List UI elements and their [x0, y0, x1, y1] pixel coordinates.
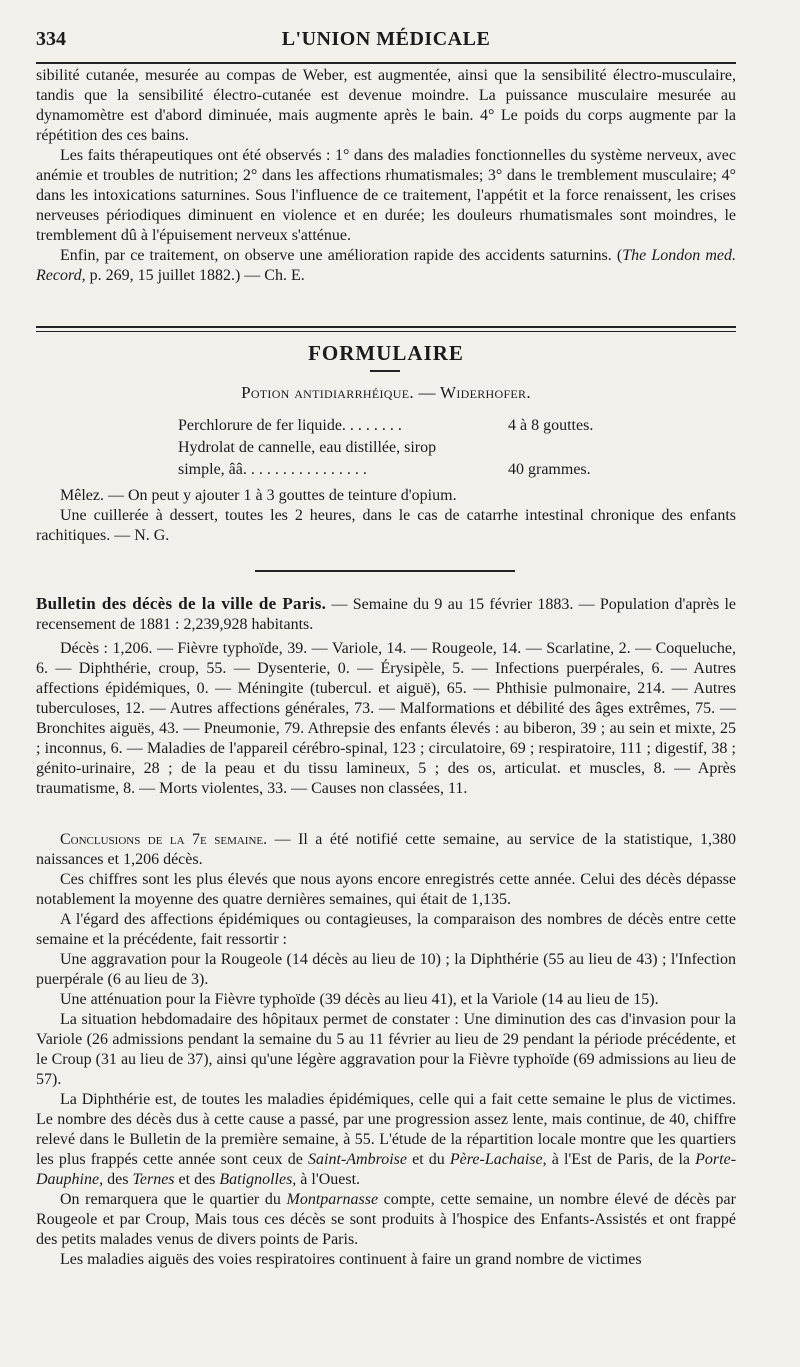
recipe-row	[178, 459, 658, 481]
quartier-name: Porte-Dauphine	[36, 1151, 737, 1188]
paragraph: Une aggravation pour la Rougeole (14 décès au lieu de 10) ; la Diphthérie (55 au lieu de 43) ; l'Infection puerpérale (6 au lieu de 3).	[36, 951, 736, 988]
recipe-row	[178, 437, 658, 459]
text-run: compte, cette semaine, un nombre élevé de décès par Rougeole et par Croup, Mais tous ces décès se sont produits à l'hospice des Enfants-Assistés et ont frappé des petits malades venus de divers points de Paris.	[36, 1191, 736, 1248]
text-run: et du	[406, 1151, 450, 1168]
quartier-name: Batignolles	[219, 1171, 293, 1188]
quantity: 4 à 8 gouttes.	[508, 417, 594, 434]
conclusions-heading: Conclusions de la 7e semaine.	[60, 831, 268, 848]
text-run: , des	[99, 1171, 133, 1188]
formulaire-title: FORMULAIRE	[308, 341, 464, 365]
text-run: , à l'Ouest.	[292, 1171, 361, 1188]
page-header	[36, 24, 736, 54]
quantity: 40 grammes.	[508, 461, 591, 478]
running-title: L'UNION MÉDICALE	[281, 28, 491, 50]
paragraph: Mêlez. — On peut y ajouter 1 à 3 gouttes de teinture d'opium.	[60, 487, 457, 504]
citation-text: Enfin, par ce traitement, on observe une amélioration rapide des accidents saturnins. (	[60, 247, 623, 264]
paragraph: A l'égard des affections épidémiques ou contagieuses, la comparaison des nombres de décès entre cette semaine et la précédente, fait ressortir :	[36, 911, 736, 948]
paragraph: Une atténuation pour la Fièvre typhoïde (39 décès au lieu 41), et la Variole (14 au lieu de 15).	[60, 991, 659, 1008]
text-run: On remarquera que le quartier du	[60, 1191, 287, 1208]
bulletin-title: Bulletin des décès de la ville de Paris.	[36, 594, 327, 613]
title-underline	[370, 370, 400, 372]
header-rule	[36, 62, 736, 64]
recipe-instructions	[36, 486, 736, 546]
bulletin-section	[36, 594, 736, 799]
ingredient: Perchlorure de fer liquide. . . . . . . .	[178, 417, 402, 434]
recipe-row	[178, 415, 658, 437]
bulletin-intro	[36, 594, 736, 635]
quartier-name: Saint-Ambroise	[308, 1151, 407, 1168]
page-number: 334	[36, 28, 66, 50]
paragraph: Les faits thérapeutiques ont été observés : 1° dans des maladies fonctionnelles du système nerveux, avec anémie et troubles de nutrition; 2° dans les affections rhumatismales; 3° dans le tremblement musculaire; 4° dans les intoxications saturnines. Sous l'influence de ce traitement, l'appétit et la force renaissent, les crises nerveuses périodiques diminuent en violence et en durée; les douleurs rhumatismales sont moindres, le tremblement dû à l'épuisement nerveux s'atténue.	[36, 147, 736, 244]
conclusions-intro	[36, 830, 736, 870]
deaths-list: Décès : 1,206. — Fièvre typhoïde, 39. — Variole, 14. — Rougeole, 14. — Scarlatine, 2. — Coqueluche, 6. — Diphthérie, croup, 55. — Dysenterie, 0. — Érysipèle, 5. — Infections puerpérales, 6. — Autres affections épidémiques, 0. — Méningite (tubercul. et aiguë), 65. — Phthisie pulmonaire, 214. — Autres tuberculoses, 12. — Autres affections générales, 73. — Malformations et débilité des âges extrêmes, 75. — Bronchites aiguës, 43. — Pneumonie, 79. Athrepsie des enfants élevés : au biberon, 39 ; au sein et mixte, 25 ; inconnus, 6. — Maladies de l'appareil cérébro-spinal, 123 ; circulatoire, 69 ; respiratoire, 111 ; digestif, 38 ; génito-urinaire, 28 ; de la peau et du tissu lamineux, 5 ; des os, articulat. et muscles, 8. — Après traumatisme, 8. — Morts violentes, 33. — Causes non classées, 11.	[36, 640, 736, 797]
paragraph: Une cuillerée à dessert, toutes les 2 heures, dans le cas de catarrhe intestinal chronique des enfants rachitiques. — N. G.	[36, 507, 736, 544]
paragraph-montparnasse	[36, 1190, 736, 1250]
conclusions-first: — Il a été notifié cette semaine, au service de la statistique, 1,380 naissances et 1,206 décès.	[36, 831, 737, 868]
journal-name: The London med. Record,	[36, 247, 736, 284]
quartier-name: Père-Lachaise	[449, 1151, 543, 1168]
article-continuation	[36, 66, 736, 286]
paragraph-diphtherie	[36, 1090, 736, 1190]
quartier-name: Montparnasse	[286, 1191, 379, 1208]
paragraph-citation	[36, 246, 736, 286]
paragraph: sibilité cutanée, mesurée au compas de Weber, est augmentée, ainsi que la sensibilité électro-musculaire, tandis que la sensibilité électro-cutanée est devenue moindre. La puissance musculaire mesurée au dynamomètre est d'abord diminuée, mais augmente après le bain. 4° Le poids du corps augmente par la répétition des ces bains.	[36, 67, 736, 144]
paragraph: Les maladies aiguës des voies respiratoires continuent à faire un grand nombre de victimes	[60, 1251, 642, 1268]
quartier-name: Ternes	[132, 1171, 175, 1188]
section-double-rule	[36, 326, 736, 332]
text-run: La Diphthérie est, de toutes les maladies épidémiques, celle qui a fait cette semaine le plus de victimes. Le nombre des décès dus à cette cause a passé, par une progression assez lente, mais continue, de 40, chiffre relevé dans le Bulletin de la première semaine, à 55. L'étude de la répartition locale montre que les quartiers les plus frappés cette année sont ceux de	[36, 1091, 736, 1168]
text-run: , à l'Est de Paris, de la	[542, 1151, 696, 1168]
paragraph: La situation hebdomadaire des hôpitaux permet de constater : Une diminution des cas d'invasion pour la Variole (26 admissions pendant la semaine du 5 au 11 février au lieu de 29 pendant la période précédente, et le Croup (31 au lieu de 37), ainsi qu'une légère aggravation pour la Fièvre typhoïde (69 admissions au lieu de 57).	[36, 1011, 736, 1088]
ingredient: Hydrolat de cannelle, eau distillée, sirop	[178, 439, 437, 456]
text-run: et des	[174, 1171, 220, 1188]
citation-ref: p. 269, 15 juillet 1882.) — Ch. E.	[85, 267, 305, 284]
paragraph: Ces chiffres sont les plus élevés que nous ayons encore enregistrés cette année. Celui des décès dépasse notablement la moyenne des quatre dernières semaines, qui était de 1,135.	[36, 871, 736, 908]
conclusions-section	[36, 830, 736, 1270]
potion-title: Potion antidiarrhéique. — Widerhofer.	[241, 383, 531, 402]
ingredient: simple, ââ. . . . . . . . . . . . . . . .	[178, 461, 367, 478]
section-rule	[255, 570, 515, 572]
bulletin-subtitle: — Semaine du 9 au 15 février 1883. — Population d'après le recensement de 1881 : 2,239,928 habitants.	[36, 596, 737, 633]
recipe	[178, 415, 658, 481]
